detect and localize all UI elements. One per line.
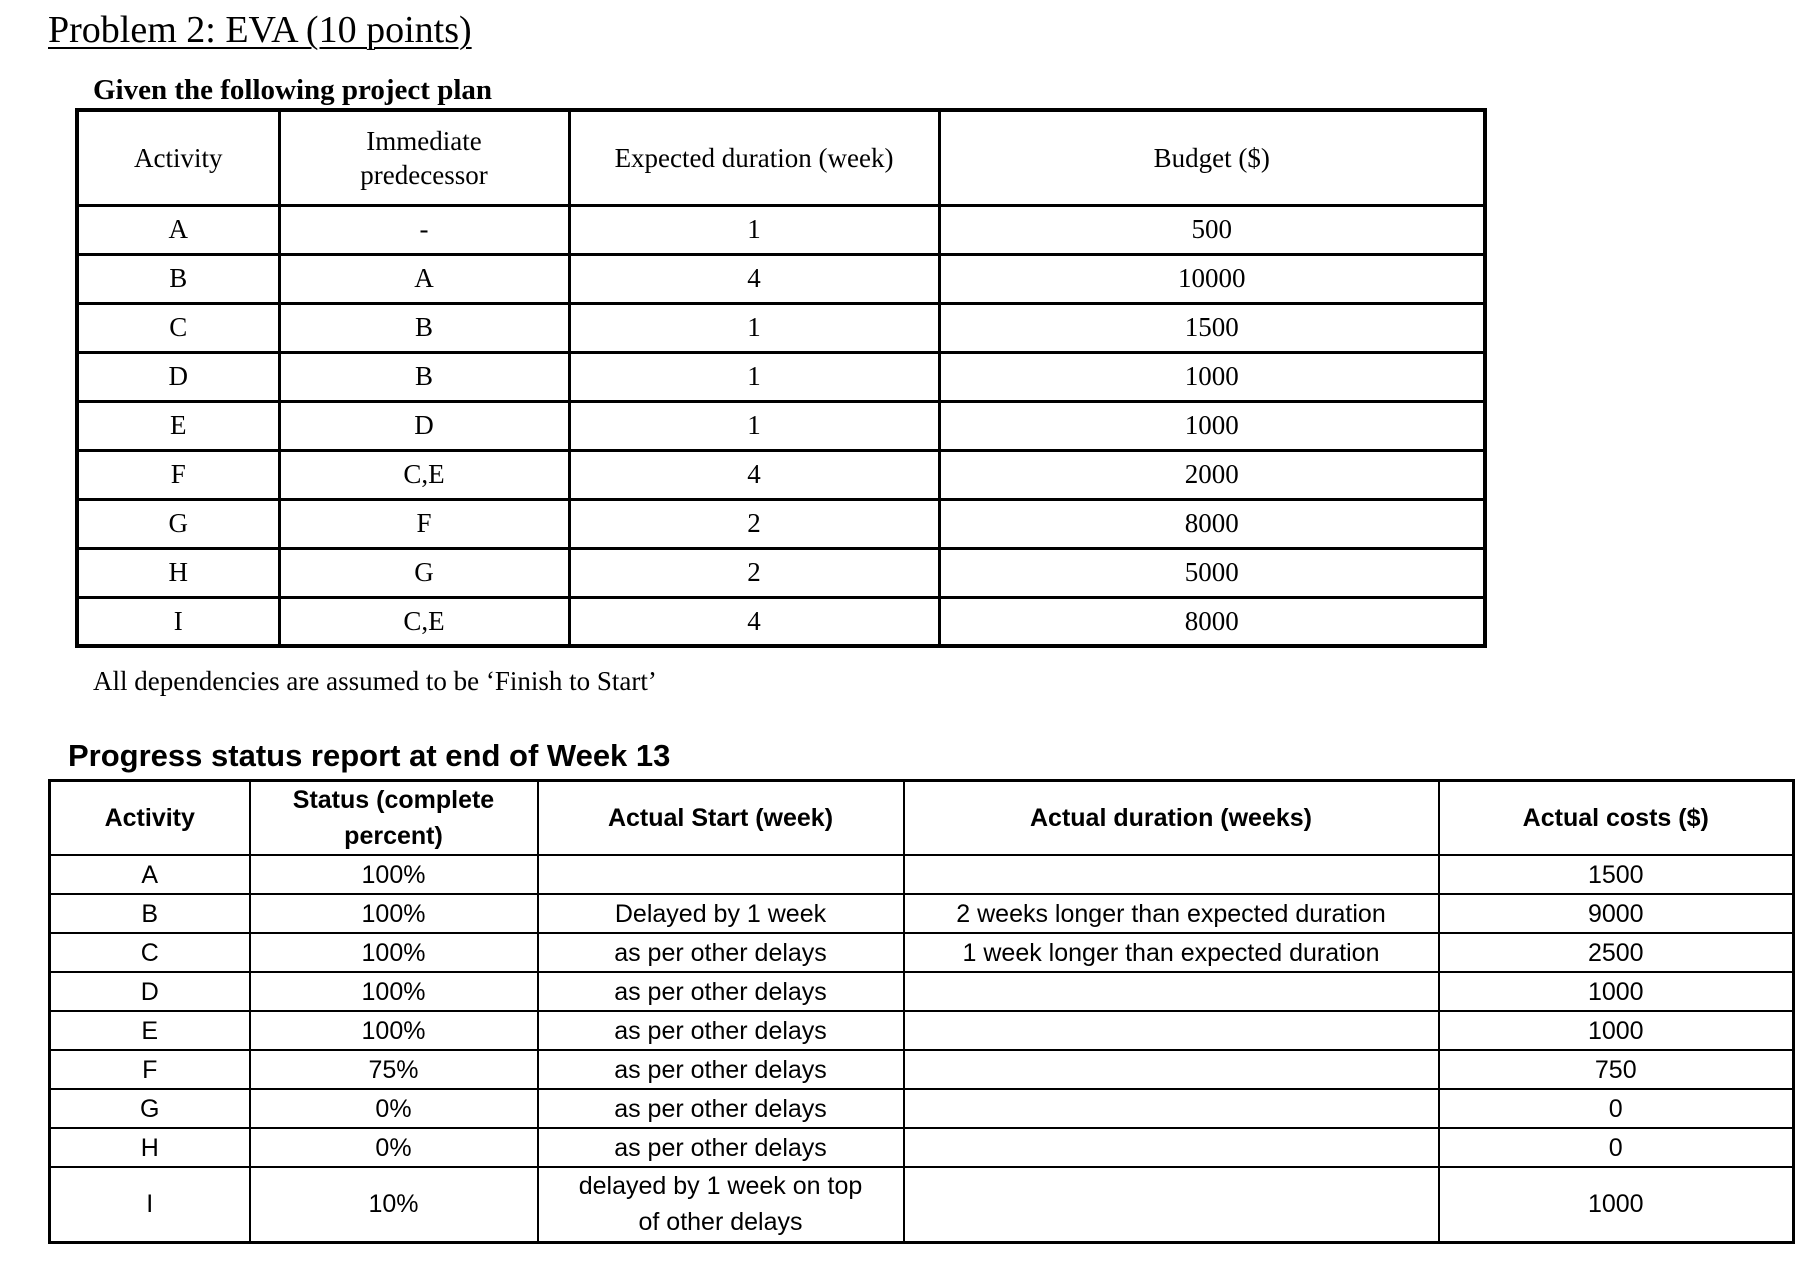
plan-header-predecessor bbox=[279, 110, 569, 205]
table-row bbox=[77, 352, 1485, 401]
table-row bbox=[77, 548, 1485, 597]
status-cell-status: 100% bbox=[250, 894, 538, 933]
status-cell-start-line2: of other delays bbox=[638, 1208, 803, 1237]
status-cell-costs: 0 bbox=[1439, 1128, 1794, 1167]
status-cell-status: 0% bbox=[250, 1089, 538, 1128]
plan-cell-activity: G bbox=[77, 499, 279, 548]
status-cell-start bbox=[538, 855, 904, 894]
plan-cell-predecessor: B bbox=[279, 352, 569, 401]
table-row bbox=[50, 972, 1794, 1011]
status-cell-costs: 1000 bbox=[1439, 1011, 1794, 1050]
plan-cell-budget: 500 bbox=[939, 205, 1485, 254]
table-row bbox=[50, 1089, 1794, 1128]
status-cell-activity: C bbox=[50, 933, 250, 972]
status-cell-duration bbox=[904, 1167, 1439, 1242]
table-row bbox=[77, 254, 1485, 303]
plan-cell-activity: A bbox=[77, 205, 279, 254]
plan-header-row bbox=[77, 110, 1485, 205]
status-cell-duration bbox=[904, 1011, 1439, 1050]
plan-header-duration: Expected duration (week) bbox=[569, 110, 939, 205]
plan-header-budget: Budget ($) bbox=[939, 110, 1485, 205]
status-cell-activity: E bbox=[50, 1011, 250, 1050]
table-row bbox=[50, 1050, 1794, 1089]
status-cell-start bbox=[538, 1167, 904, 1242]
status-header-row bbox=[50, 781, 1794, 856]
plan-cell-activity: B bbox=[77, 254, 279, 303]
table-row bbox=[50, 1167, 1794, 1242]
project-plan-table bbox=[75, 108, 1487, 648]
plan-cell-activity: D bbox=[77, 352, 279, 401]
status-cell-status: 100% bbox=[250, 1011, 538, 1050]
status-cell-status: 75% bbox=[250, 1050, 538, 1089]
plan-cell-budget: 2000 bbox=[939, 450, 1485, 499]
status-cell-duration bbox=[904, 855, 1439, 894]
plan-cell-predecessor: D bbox=[279, 401, 569, 450]
table-row bbox=[77, 499, 1485, 548]
table-row bbox=[50, 1011, 1794, 1050]
status-header-costs: Actual costs ($) bbox=[1439, 781, 1794, 856]
status-header-status bbox=[250, 781, 538, 856]
status-cell-duration: 2 weeks longer than expected duration bbox=[904, 894, 1439, 933]
status-cell-duration: 1 week longer than expected duration bbox=[904, 933, 1439, 972]
plan-cell-duration: 2 bbox=[569, 548, 939, 597]
status-cell-costs: 750 bbox=[1439, 1050, 1794, 1089]
status-cell-start: as per other delays bbox=[538, 1089, 904, 1128]
progress-status-table bbox=[48, 779, 1795, 1244]
plan-cell-activity: I bbox=[77, 597, 279, 646]
plan-cell-duration: 4 bbox=[569, 597, 939, 646]
status-cell-activity: G bbox=[50, 1089, 250, 1128]
plan-header-activity: Activity bbox=[77, 110, 279, 205]
status-cell-activity: B bbox=[50, 894, 250, 933]
status-cell-status: 100% bbox=[250, 972, 538, 1011]
plan-cell-duration: 1 bbox=[569, 205, 939, 254]
plan-cell-budget: 1000 bbox=[939, 401, 1485, 450]
plan-cell-duration: 1 bbox=[569, 401, 939, 450]
status-header-start: Actual Start (week) bbox=[538, 781, 904, 856]
status-cell-costs: 9000 bbox=[1439, 894, 1794, 933]
dependency-note: All dependencies are assumed to be ‘Finish to Start’ bbox=[93, 666, 657, 696]
status-cell-start: as per other delays bbox=[538, 1011, 904, 1050]
plan-cell-budget: 5000 bbox=[939, 548, 1485, 597]
table-row bbox=[50, 933, 1794, 972]
table-row bbox=[77, 597, 1485, 646]
status-cell-duration bbox=[904, 972, 1439, 1011]
plan-cell-budget: 8000 bbox=[939, 499, 1485, 548]
plan-cell-activity: E bbox=[77, 401, 279, 450]
table-row bbox=[77, 303, 1485, 352]
status-cell-status: 100% bbox=[250, 933, 538, 972]
status-cell-activity: I bbox=[50, 1167, 250, 1242]
plan-header-predecessor-line2: predecessor bbox=[360, 159, 488, 190]
status-cell-start: as per other delays bbox=[538, 933, 904, 972]
plan-cell-budget: 8000 bbox=[939, 597, 1485, 646]
status-cell-duration bbox=[904, 1050, 1439, 1089]
plan-cell-budget: 1000 bbox=[939, 352, 1485, 401]
plan-cell-activity: C bbox=[77, 303, 279, 352]
table-row bbox=[77, 205, 1485, 254]
plan-cell-budget: 1500 bbox=[939, 303, 1485, 352]
status-header-activity: Activity bbox=[50, 781, 250, 856]
status-header-status-line1: Status (complete bbox=[292, 786, 495, 814]
plan-cell-predecessor: A bbox=[279, 254, 569, 303]
plan-cell-budget: 10000 bbox=[939, 254, 1485, 303]
status-header-duration: Actual duration (weeks) bbox=[904, 781, 1439, 856]
plan-cell-duration: 4 bbox=[569, 450, 939, 499]
plan-heading: Given the following project plan bbox=[93, 74, 493, 106]
status-cell-activity: H bbox=[50, 1128, 250, 1167]
table-row bbox=[50, 855, 1794, 894]
status-cell-activity: A bbox=[50, 855, 250, 894]
status-cell-start: Delayed by 1 week bbox=[538, 894, 904, 933]
plan-cell-predecessor: - bbox=[279, 205, 569, 254]
plan-cell-predecessor: G bbox=[279, 548, 569, 597]
status-header-status-line2: percent) bbox=[344, 822, 443, 850]
plan-cell-predecessor: C,E bbox=[279, 597, 569, 646]
status-cell-duration bbox=[904, 1089, 1439, 1128]
plan-cell-duration: 4 bbox=[569, 254, 939, 303]
plan-cell-duration: 2 bbox=[569, 499, 939, 548]
plan-cell-predecessor: F bbox=[279, 499, 569, 548]
status-cell-costs: 1000 bbox=[1439, 1167, 1794, 1242]
plan-cell-activity: H bbox=[77, 548, 279, 597]
plan-cell-duration: 1 bbox=[569, 352, 939, 401]
status-cell-activity: D bbox=[50, 972, 250, 1011]
status-cell-start: as per other delays bbox=[538, 1050, 904, 1089]
plan-header-predecessor-line1: Immediate bbox=[366, 125, 482, 156]
page-title: Problem 2: EVA (10 points) bbox=[48, 9, 472, 51]
status-cell-costs: 0 bbox=[1439, 1089, 1794, 1128]
status-cell-costs: 2500 bbox=[1439, 933, 1794, 972]
status-cell-status: 10% bbox=[250, 1167, 538, 1242]
table-row bbox=[77, 450, 1485, 499]
status-cell-costs: 1000 bbox=[1439, 972, 1794, 1011]
plan-cell-duration: 1 bbox=[569, 303, 939, 352]
status-cell-duration bbox=[904, 1128, 1439, 1167]
plan-cell-predecessor: C,E bbox=[279, 450, 569, 499]
status-cell-activity: F bbox=[50, 1050, 250, 1089]
status-cell-start: as per other delays bbox=[538, 1128, 904, 1167]
status-cell-costs: 1500 bbox=[1439, 855, 1794, 894]
table-row bbox=[50, 1128, 1794, 1167]
plan-cell-predecessor: B bbox=[279, 303, 569, 352]
status-heading: Progress status report at end of Week 13 bbox=[68, 738, 671, 773]
table-row bbox=[50, 894, 1794, 933]
plan-cell-activity: F bbox=[77, 450, 279, 499]
status-cell-status: 0% bbox=[250, 1128, 538, 1167]
status-cell-start: as per other delays bbox=[538, 972, 904, 1011]
status-cell-status: 100% bbox=[250, 855, 538, 894]
status-cell-start-line1: delayed by 1 week on top bbox=[578, 1172, 863, 1201]
table-row bbox=[77, 401, 1485, 450]
